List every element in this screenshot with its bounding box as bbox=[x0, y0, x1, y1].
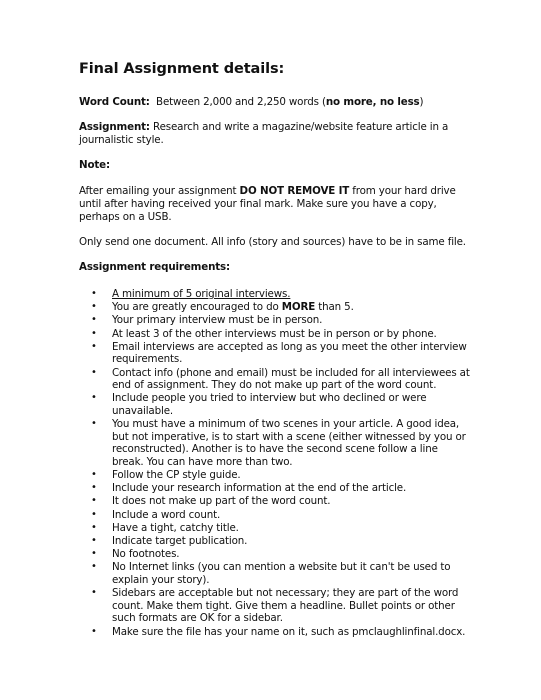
requirements-heading: Assignment requirements: bbox=[79, 261, 230, 273]
list-item-text: A minimum of 5 original interviews. bbox=[112, 288, 291, 300]
word-count-emphasis: no more, no less bbox=[325, 96, 420, 108]
list-item-text: Follow the CP style guide. bbox=[112, 469, 241, 482]
note-heading: Note: bbox=[79, 159, 110, 171]
list-item-text: No Internet links (you can mention a website but it can't be used to explain your story). bbox=[112, 561, 451, 586]
bullet-icon: • bbox=[91, 340, 97, 352]
bullet-icon: • bbox=[91, 366, 97, 378]
bullet-icon: • bbox=[91, 535, 97, 546]
list-item bbox=[79, 482, 471, 495]
bullet-icon: • bbox=[91, 495, 97, 507]
list-item-text: Have a tight, catchy title. bbox=[112, 521, 239, 534]
assignment-text: Research and write a magazine/website feature article in a journalistic style. bbox=[79, 121, 449, 146]
list-item bbox=[79, 469, 471, 482]
bullet-icon: • bbox=[91, 587, 97, 599]
list-item bbox=[79, 522, 471, 535]
list-item-text-before: You are greatly encouraged to do bbox=[112, 301, 282, 314]
list-item-text: Include people you tried to interview but who declined or were unavailable. bbox=[112, 392, 427, 417]
requirements-list bbox=[79, 288, 471, 638]
bullet-icon: • bbox=[91, 314, 97, 326]
list-item bbox=[79, 587, 471, 625]
list-item-text: Email interviews are accepted as long as you meet the other interview requirements. bbox=[112, 340, 467, 366]
list-item-text-after: than 5. bbox=[315, 301, 354, 314]
bullet-icon: • bbox=[91, 301, 97, 313]
list-item-text: Include your research information at the end of the article. bbox=[112, 482, 407, 495]
list-item bbox=[79, 561, 471, 586]
list-item bbox=[79, 418, 471, 468]
list-item bbox=[79, 392, 471, 417]
word-count-label: Word Count: bbox=[79, 96, 150, 108]
word-count-paragraph bbox=[79, 96, 471, 109]
bullet-icon: • bbox=[91, 625, 97, 637]
document-body bbox=[79, 60, 471, 639]
note-emphasis: DO NOT REMOVE IT bbox=[239, 185, 350, 197]
one-document-paragraph: Only send one document. All info (story and sources) have to be in same file. bbox=[79, 236, 466, 248]
list-item bbox=[79, 341, 471, 366]
list-item bbox=[79, 328, 471, 341]
bullet-icon: • bbox=[91, 418, 97, 430]
bullet-icon: • bbox=[91, 482, 97, 494]
bullet-icon: • bbox=[91, 561, 97, 573]
list-item bbox=[79, 301, 471, 314]
list-item bbox=[79, 367, 471, 392]
list-item-text: It does not make up part of the word count. bbox=[112, 495, 331, 508]
list-item-text: At least 3 of the other interviews must be in person or by phone. bbox=[112, 327, 437, 340]
list-item bbox=[79, 535, 471, 548]
bullet-icon: • bbox=[91, 548, 97, 560]
list-item-text: Contact info (phone and email) must be included for all interviewees at end of assignment. They do not make up part of the word count. bbox=[112, 366, 470, 392]
bullet-icon: • bbox=[91, 327, 97, 339]
note-text-before: After emailing your assignment bbox=[79, 185, 240, 197]
bullet-icon: • bbox=[91, 521, 97, 533]
word-count-text: Between 2,000 and 2,250 words ( bbox=[156, 96, 326, 108]
bullet-icon: • bbox=[91, 392, 97, 404]
list-item bbox=[79, 626, 471, 639]
bullet-icon: • bbox=[91, 508, 97, 520]
assignment-paragraph bbox=[79, 121, 471, 147]
list-item-text: Sidebars are acceptable but not necessary; they are part of the word count. Make them tight. Give them a headline. Bullet points or other such formats are OK for a sidebar. bbox=[112, 587, 459, 625]
note-paragraph bbox=[79, 185, 471, 224]
list-item bbox=[79, 314, 471, 327]
list-item bbox=[79, 509, 471, 522]
page-title: Final Assignment details: bbox=[79, 61, 285, 77]
list-item-text: Make sure the file has your name on it, such as pmclaughlinfinal.docx. bbox=[112, 625, 466, 638]
note-text-after: from your hard drive until after having received your final mark. Make sure you have a copy, perhaps on a USB. bbox=[79, 185, 456, 223]
list-item bbox=[79, 548, 471, 561]
list-item-text: Indicate target publication. bbox=[112, 535, 248, 547]
word-count-end: ) bbox=[419, 96, 424, 108]
list-item-text: No footnotes. bbox=[112, 548, 180, 561]
bullet-icon: • bbox=[91, 288, 97, 299]
list-item bbox=[79, 495, 471, 508]
list-item bbox=[79, 288, 471, 301]
assignment-label: Assignment: bbox=[79, 121, 150, 133]
list-item-text: Your primary interview must be in person. bbox=[112, 314, 323, 327]
bullet-icon: • bbox=[91, 469, 97, 481]
list-item-emphasis: MORE bbox=[281, 301, 316, 314]
list-item-text: Include a word count. bbox=[112, 508, 221, 521]
list-item-text: You must have a minimum of two scenes in your article. A good idea, but not imperative, is to start with a scene (either witnessed by you or reconstructed). Another is to have the second scene follow a line break. You can have more than two. bbox=[112, 418, 466, 468]
